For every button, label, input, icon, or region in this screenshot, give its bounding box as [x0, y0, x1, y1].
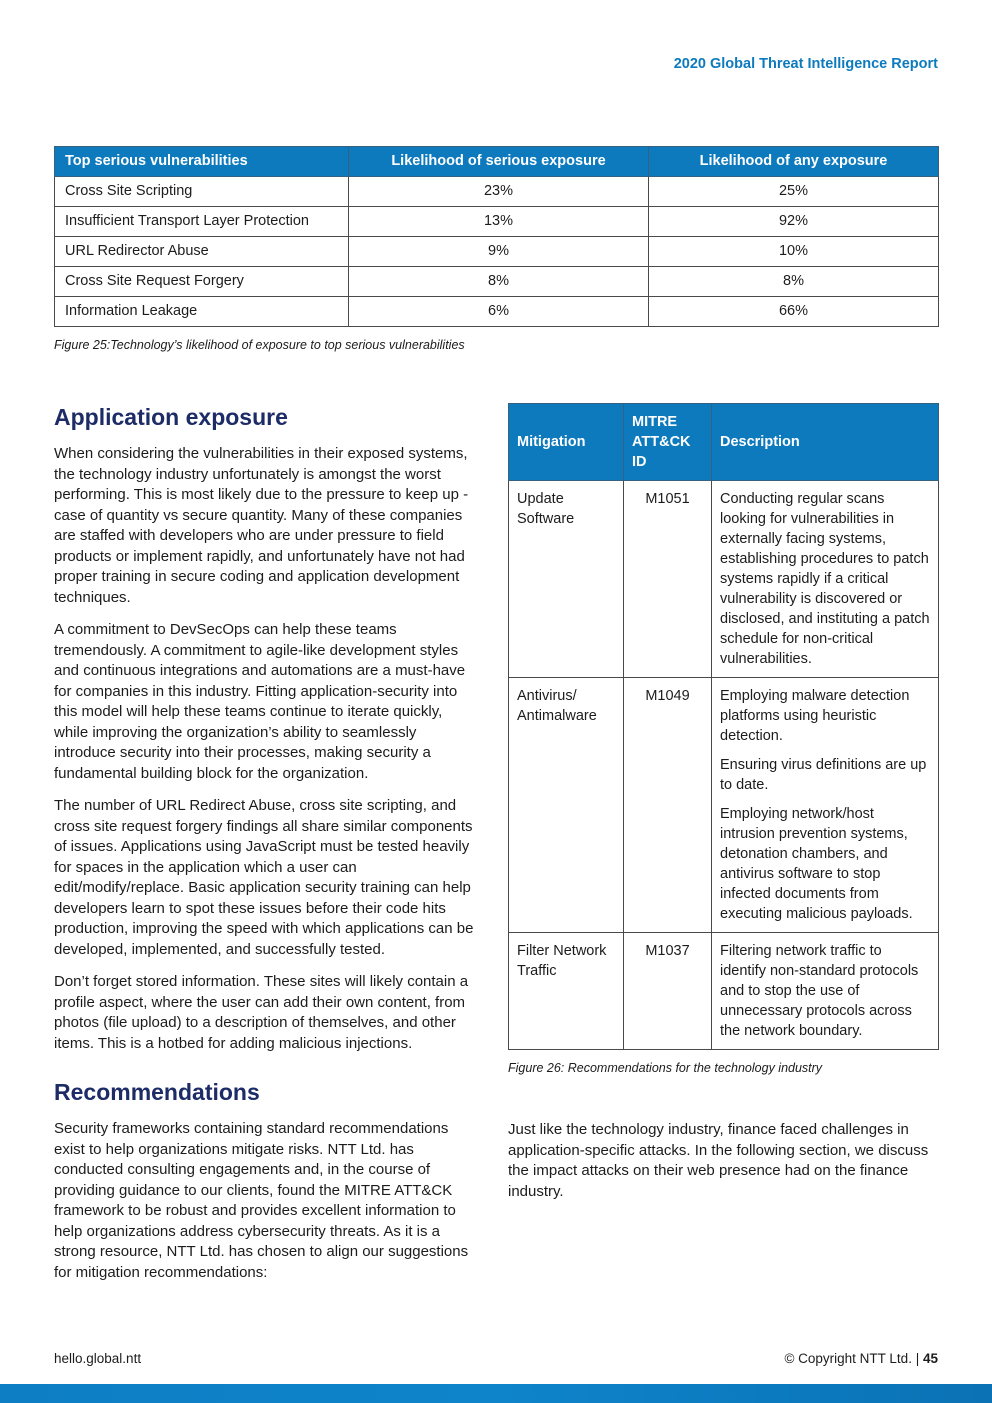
serious-exposure-value: 9%: [349, 237, 649, 267]
serious-exposure-value: 13%: [349, 207, 649, 237]
any-exposure-value: 10%: [649, 237, 939, 267]
body-paragraph: The number of URL Redirect Abuse, cross site scripting, and cross site request forgery findings all share similar components of issues. Applications using JavaScript must be tested heavily for spaces in the application which a user can edit/modify/replace. Basic application security training can help developers learn to spot these issues before their code hits production, improving the speed with which applications can be developed, implemented, and successfully tested.: [54, 797, 474, 958]
body-paragraph: Don’t forget stored information. These sites will likely contain a profile aspect, where the user can add their own content, from photos (file upload) to a description of themselves, and other items. This is a hotbed for adding malicious injections.: [54, 973, 469, 1052]
vuln-row: [55, 267, 939, 297]
content-columns: [54, 403, 938, 1295]
vuln-header-top-serious: Top serious vulnerabilities: [55, 147, 349, 177]
vuln-name: Insufficient Transport Layer Protection: [55, 207, 349, 237]
mitigation-name-cell: Update Software: [509, 481, 624, 678]
copyright-text: © Copyright NTT Ltd. |: [784, 1351, 920, 1366]
page-number: 45: [922, 1351, 938, 1366]
body-paragraph: When considering the vulnerabilities in their exposed systems, the technology industry unfortunately is amongst the worst performing. This is most likely due to the pressure to keep up - case of quantity vs secure quantity. Many of these companies are staffed with developers who are under pressure to field products or implement rapidly, and unfortunately have not had proper training in secure coding and application development techniques.: [54, 445, 469, 606]
description-cell: [712, 678, 939, 933]
mitigation-row: [509, 678, 939, 933]
section-title-application-exposure: Application exposure: [54, 404, 288, 430]
left-column: [54, 403, 478, 1295]
any-exposure-value: 66%: [649, 297, 939, 327]
page-header: [54, 0, 938, 74]
body-paragraph: A commitment to DevSecOps can help these teams tremendously. A commitment to agile-like development styles and continuous integrations and automations are a must-have for companies in this industry. Fitting application-security into this model will help these teams continue to iterate quickly, while improving the organization’s ability to seamlessly introduce security into their processes, making security a fundamental building block for the organization.: [54, 621, 466, 782]
body-paragraph: Security frameworks containing standard recommendations exist to help organizations mitigate risks. NTT Ltd. has conducted consulting engagements and, in the course of providing guidance to our clients, found the MITRE ATT&CK framework to be robust and provides excellent information to help organizations address cybersecurity threats. As it is a strong resource, NTT Ltd. has chosen to align our suggestions for mitigation recommendations:: [54, 1120, 469, 1281]
vuln-row: [55, 237, 939, 267]
vulnerabilities-table: [54, 146, 939, 327]
footer-copyright: [784, 1350, 938, 1367]
footer-bar: [0, 1384, 992, 1403]
mitre-id-cell: M1051: [624, 481, 712, 678]
mitigation-row: [509, 933, 939, 1050]
serious-exposure-value: 6%: [349, 297, 649, 327]
description-paragraph: Filtering network traffic to identify non-standard protocols and to stop the use of unnecessary protocols across the network boundary.: [720, 943, 919, 1039]
page-footer: [54, 1350, 938, 1367]
mitigation-name-cell: Filter Network Traffic: [509, 933, 624, 1050]
footer-url: hello.global.ntt: [54, 1351, 142, 1366]
figure-25-caption: Figure 25:Technology’s likelihood of exposure to top serious vulnerabilities: [54, 338, 465, 352]
mitigation-header-row: [509, 404, 939, 481]
any-exposure-value: 25%: [649, 177, 939, 207]
description-paragraph: Employing malware detection platforms using heuristic detection.: [720, 688, 910, 744]
vuln-name: Cross Site Request Forgery: [55, 267, 349, 297]
mitre-id-cell: M1037: [624, 933, 712, 1050]
mitigation-row: [509, 481, 939, 678]
description-header: Description: [712, 404, 939, 481]
any-exposure-value: 8%: [649, 267, 939, 297]
mitre-id-header: MITRE ATT&CK ID: [624, 404, 712, 481]
vuln-name: Cross Site Scripting: [55, 177, 349, 207]
serious-exposure-value: 23%: [349, 177, 649, 207]
description-paragraph: Employing network/host intrusion prevention systems, detonation chambers, and antivirus software to stop infected documents from executing malicious payloads.: [720, 806, 913, 922]
description-paragraph: Conducting regular scans looking for vulnerabilities in externally facing systems, establishing procedures to patch systems rapidly if a critical vulnerability is discovered or disclosed, and instituting a patch schedule for non-critical vulnerabilities.: [720, 491, 930, 667]
mitigation-name-cell: Antivirus/ Antimalware: [509, 678, 624, 933]
vuln-name: URL Redirector Abuse: [55, 237, 349, 267]
right-column: [508, 403, 938, 1295]
closing-paragraph: Just like the technology industry, finance faced challenges in application-specific attacks. In the following section, we discuss the impact attacks on their web presence had on the finance industry.: [508, 1121, 929, 1200]
description-paragraph: Ensuring virus definitions are up to date.: [720, 757, 927, 793]
description-cell: [712, 481, 939, 678]
report-title: 2020 Global Threat Intelligence Report: [673, 56, 938, 72]
vuln-header-any-exposure: Likelihood of any exposure: [649, 147, 939, 177]
description-cell: [712, 933, 939, 1050]
vuln-name: Information Leakage: [55, 297, 349, 327]
vuln-header-row: [55, 147, 939, 177]
mitigation-header: Mitigation: [509, 404, 624, 481]
vuln-row: [55, 177, 939, 207]
section-title-recommendations: Recommendations: [54, 1079, 260, 1105]
any-exposure-value: 92%: [649, 207, 939, 237]
mitre-id-cell: M1049: [624, 678, 712, 933]
figure-26-caption: Figure 26: Recommendations for the technology industry: [508, 1061, 823, 1075]
vuln-row: [55, 207, 939, 237]
serious-exposure-value: 8%: [349, 267, 649, 297]
vuln-row: [55, 297, 939, 327]
mitigations-table: [508, 403, 939, 1050]
vuln-header-serious-exposure: Likelihood of serious exposure: [349, 147, 649, 177]
